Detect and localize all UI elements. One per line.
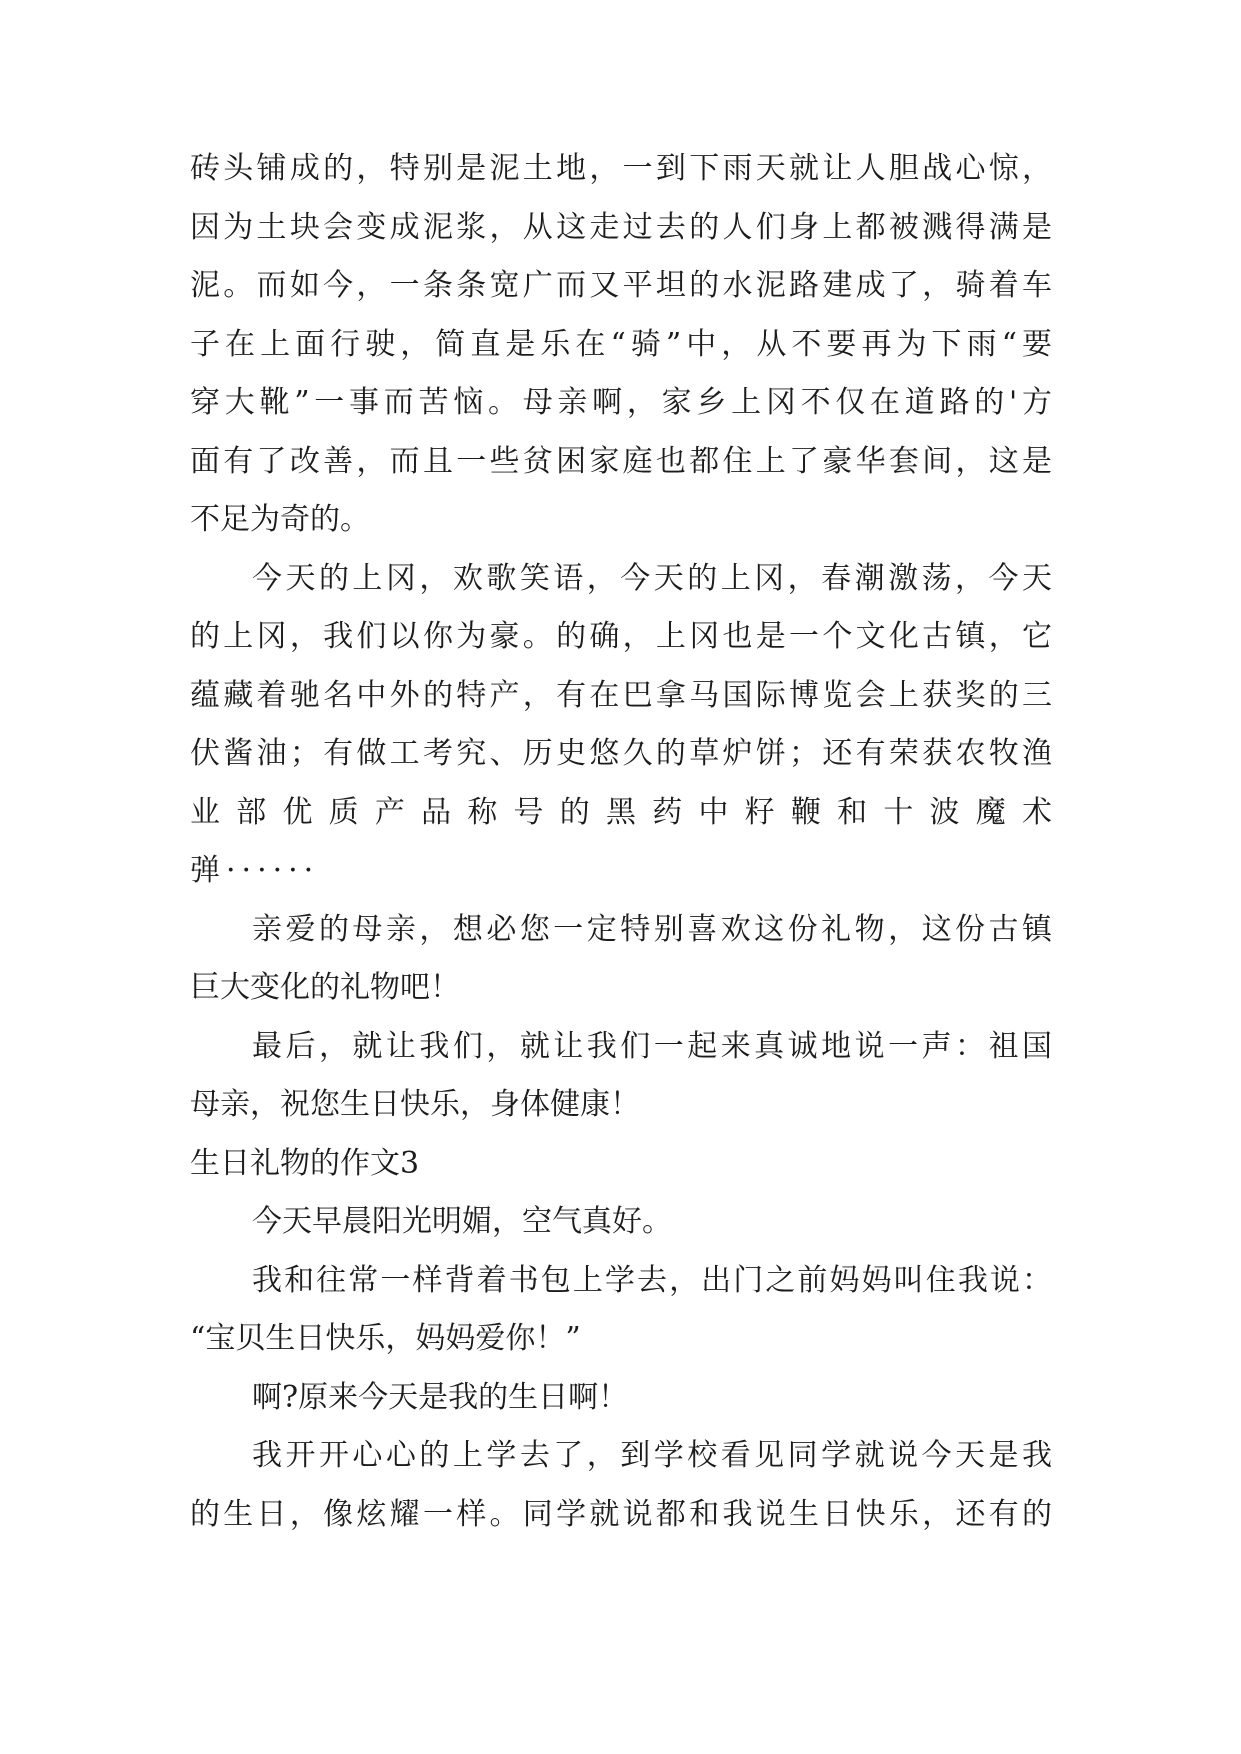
section-heading: 生日礼物的作文3 [190, 1145, 420, 1181]
text-line: 泥。而如今，一条条宽广而又平坦的水泥路建成了，骑着车 [190, 268, 1052, 303]
text-line: 巨大变化的礼物吧！ [190, 970, 460, 1005]
text-line: 伏酱油；有做工考究、历史悠久的草炉饼；还有荣获农牧渔 [190, 736, 1052, 771]
paragraph-first-line: 我和往常一样背着书包上学去，出门之前妈妈叫住我说： [252, 1262, 1052, 1298]
paragraph-first-line: 亲爱的母亲，想必您一定特别喜欢这份礼物，这份古镇 [252, 911, 1052, 947]
paragraph-first-line: 今天早晨阳光明媚，空气真好。 [252, 1204, 672, 1239]
text-line: 业部优质产品称号的黑药中籽鞭和十波魔术 [190, 794, 1052, 830]
paragraph-first-line: 我开开心心的上学去了，到学校看见同学就说今天是我 [252, 1438, 1052, 1473]
document-body [190, 140, 1052, 1544]
text-line: 弹······ [190, 853, 320, 888]
paragraph-first-line: 今天的上冈，欢歌笑语，今天的上冈，春潮激荡，今天 [252, 560, 1052, 596]
text-line: 母亲，祝您生日快乐，身体健康！ [190, 1087, 640, 1122]
text-line: 面有了改善，而且一些贫困家庭也都住上了豪华套间，这是 [190, 443, 1052, 479]
text-line: 穿大靴”一事而苦恼。母亲啊，家乡上冈不仅在道路的'方 [190, 385, 1052, 420]
text-line: 不足为奇的。 [190, 502, 370, 537]
text-line: 蕴藏着驰名中外的特产，有在巴拿马国际博览会上获奖的三 [190, 677, 1052, 713]
paragraph-first-line: 啊?原来今天是我的生日啊！ [252, 1379, 629, 1415]
text-line: 的生日，像炫耀一样。同学就说都和我说生日快乐，还有的 [190, 1496, 1052, 1532]
text-line: 因为土块会变成泥浆，从这走过去的人们身上都被溅得满是 [190, 209, 1052, 245]
paragraph-first-line: 最后，就让我们，就让我们一起来真诚地说一声：祖国 [252, 1028, 1052, 1064]
text-line: “宝贝生日快乐，妈妈爱你！” [190, 1321, 581, 1356]
text-line: 子在上面行驶，简直是乐在“骑”中，从不要再为下雨“要 [190, 326, 1052, 362]
text-line: 的上冈，我们以你为豪。的确，上冈也是一个文化古镇，它 [190, 619, 1052, 654]
text-line: 砖头铺成的，特别是泥土地，一到下雨天就让人胆战心惊， [190, 151, 1052, 186]
